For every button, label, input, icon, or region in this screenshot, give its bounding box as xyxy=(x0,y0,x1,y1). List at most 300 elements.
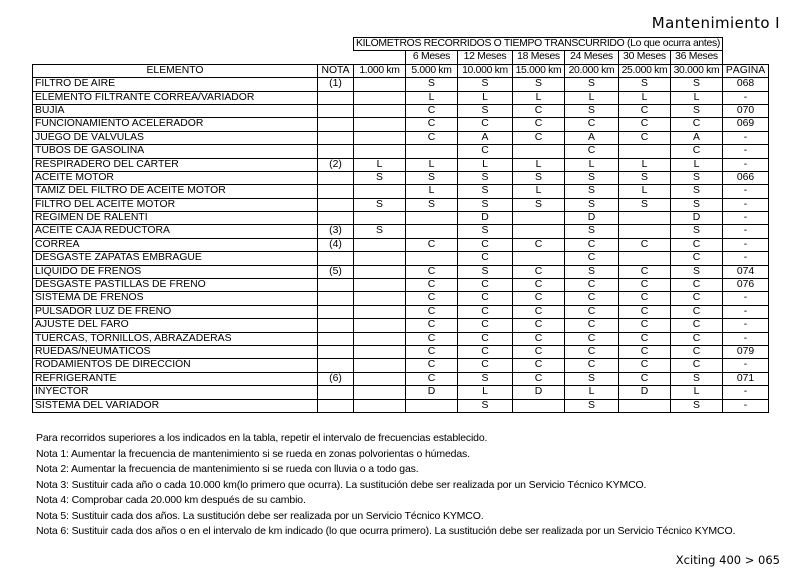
column-header-pagina: PÁGINA xyxy=(723,64,769,77)
km-header: 25.000 km xyxy=(619,64,671,77)
interval-cell: S xyxy=(458,265,513,278)
interval-cell: C xyxy=(565,252,619,265)
km-header: 10.000 km xyxy=(458,64,513,77)
note-cell xyxy=(318,292,354,305)
element-cell: TUBOS DE GASOLINA xyxy=(33,145,318,158)
interval-cell: S xyxy=(565,104,619,117)
interval-cell xyxy=(513,212,565,225)
month-header: 6 Meses xyxy=(406,51,458,64)
interval-cell xyxy=(354,78,406,91)
page-cell: - xyxy=(723,131,769,144)
interval-cell: C xyxy=(406,265,458,278)
interval-cell xyxy=(354,319,406,332)
interval-cell: L xyxy=(619,158,671,171)
element-cell: JUEGO DE VÁLVULAS xyxy=(33,131,318,144)
interval-cell: C xyxy=(406,319,458,332)
interval-cell: L xyxy=(458,158,513,171)
element-cell: DESGASTE ZAPATAS EMBRAGUE xyxy=(33,252,318,265)
interval-cell: C xyxy=(619,332,671,345)
interval-cell: C xyxy=(406,292,458,305)
interval-cell: C xyxy=(565,118,619,131)
table-row xyxy=(33,91,769,104)
element-cell: SISTEMA DEL VARIADOR xyxy=(33,399,318,412)
interval-cell: L xyxy=(513,158,565,171)
interval-cell: C xyxy=(406,238,458,251)
note-cell: (2) xyxy=(318,158,354,171)
interval-cell xyxy=(354,399,406,412)
interval-cell: C xyxy=(513,131,565,144)
interval-cell: L xyxy=(406,185,458,198)
interval-cell: S xyxy=(671,225,723,238)
interval-cell xyxy=(354,118,406,131)
note-cell xyxy=(318,145,354,158)
page-cell: - xyxy=(723,399,769,412)
interval-cell: S xyxy=(565,198,619,211)
page-cell: - xyxy=(723,198,769,211)
table-row xyxy=(33,104,769,117)
element-cell: RÉGIMEN DE RALENTÍ xyxy=(33,212,318,225)
table-row xyxy=(33,359,769,372)
interval-cell: L xyxy=(406,91,458,104)
interval-cell: C xyxy=(513,305,565,318)
note-cell xyxy=(318,171,354,184)
element-cell: FILTRO DE AIRE xyxy=(33,78,318,91)
table-row xyxy=(33,185,769,198)
month-header: 36 Meses xyxy=(671,51,723,64)
interval-cell: S xyxy=(354,198,406,211)
element-cell: LÍQUIDO DE FRENOS xyxy=(33,265,318,278)
note-line: Nota 1: Aumentar la frecuencia de mantenimiento si se rueda en zonas polvorientas o húmedas. xyxy=(36,447,470,460)
interval-cell: S xyxy=(671,104,723,117)
interval-cell: S xyxy=(619,171,671,184)
interval-cell: L xyxy=(671,158,723,171)
interval-cell: C xyxy=(458,359,513,372)
interval-cell: C xyxy=(513,372,565,385)
interval-cell xyxy=(354,386,406,399)
interval-cell: C xyxy=(458,279,513,292)
interval-cell: C xyxy=(458,238,513,251)
interval-cell: C xyxy=(619,118,671,131)
element-cell: DESGASTE PASTILLAS DE FRENO xyxy=(33,279,318,292)
table-row xyxy=(33,399,769,412)
interval-cell: S xyxy=(565,78,619,91)
interval-cell: D xyxy=(565,212,619,225)
interval-cell: L xyxy=(619,91,671,104)
interval-cell xyxy=(354,145,406,158)
interval-cell: C xyxy=(513,359,565,372)
interval-cell: C xyxy=(619,372,671,385)
note-cell xyxy=(318,359,354,372)
header-spacer xyxy=(723,51,769,64)
page-cell: 069 xyxy=(723,118,769,131)
page-cell: 070 xyxy=(723,104,769,117)
element-cell: FUNCIONAMIENTO ACELERADOR xyxy=(33,118,318,131)
interval-cell: C xyxy=(619,265,671,278)
table-row xyxy=(33,171,769,184)
table-row xyxy=(33,238,769,251)
km-header: 15.000 km xyxy=(513,64,565,77)
interval-cell: S xyxy=(565,171,619,184)
interval-cell xyxy=(354,104,406,117)
table-row xyxy=(33,332,769,345)
page-cell: - xyxy=(723,305,769,318)
note-cell xyxy=(318,319,354,332)
interval-cell: C xyxy=(671,279,723,292)
element-cell: RODAMIENTOS DE DIRECCIÓN xyxy=(33,359,318,372)
interval-cell: S xyxy=(671,185,723,198)
header-spacer xyxy=(33,38,354,51)
element-cell: SISTEMA DE FRENOS xyxy=(33,292,318,305)
interval-cell: C xyxy=(565,292,619,305)
month-header: 12 Meses xyxy=(458,51,513,64)
interval-cell: C xyxy=(513,292,565,305)
column-header-nota: NOTA xyxy=(318,64,354,77)
interval-cell: C xyxy=(458,145,513,158)
note-cell xyxy=(318,279,354,292)
interval-cell: A xyxy=(565,131,619,144)
interval-cell: L xyxy=(513,91,565,104)
table-row xyxy=(33,386,769,399)
interval-cell: C xyxy=(671,252,723,265)
interval-cell xyxy=(354,359,406,372)
interval-cell: S xyxy=(513,198,565,211)
table-row xyxy=(33,252,769,265)
interval-cell: L xyxy=(671,386,723,399)
note-cell xyxy=(318,118,354,131)
interval-cell xyxy=(354,345,406,358)
interval-cell xyxy=(354,265,406,278)
page-cell: - xyxy=(723,185,769,198)
interval-cell: S xyxy=(458,185,513,198)
element-cell: TUERCAS, TORNILLOS, ABRAZADERAS xyxy=(33,332,318,345)
note-cell: (6) xyxy=(318,372,354,385)
interval-cell: S xyxy=(565,399,619,412)
element-cell: PULSADOR LUZ DE FRENO xyxy=(33,305,318,318)
note-cell xyxy=(318,198,354,211)
interval-cell: S xyxy=(513,78,565,91)
interval-cell xyxy=(406,212,458,225)
interval-cell: C xyxy=(513,319,565,332)
interval-cell: S xyxy=(458,399,513,412)
interval-cell: S xyxy=(565,185,619,198)
interval-cell: C xyxy=(406,104,458,117)
interval-cell: S xyxy=(671,198,723,211)
page-cell: - xyxy=(723,212,769,225)
element-cell: FILTRO DEL ACEITE MOTOR xyxy=(33,198,318,211)
page-cell: 071 xyxy=(723,372,769,385)
km-header: 5.000 km xyxy=(406,64,458,77)
interval-cell: C xyxy=(513,345,565,358)
interval-cell: S xyxy=(458,198,513,211)
interval-cell: C xyxy=(458,332,513,345)
interval-cell: C xyxy=(565,345,619,358)
page-cell: - xyxy=(723,91,769,104)
interval-cell xyxy=(354,305,406,318)
element-cell: ACEITE MOTOR xyxy=(33,171,318,184)
interval-cell: S xyxy=(406,198,458,211)
table-row xyxy=(33,319,769,332)
interval-cell xyxy=(513,145,565,158)
page-cell: - xyxy=(723,292,769,305)
note-cell xyxy=(318,212,354,225)
table-row xyxy=(33,131,769,144)
interval-cell xyxy=(354,292,406,305)
interval-cell: C xyxy=(619,305,671,318)
note-cell: (1) xyxy=(318,78,354,91)
interval-cell xyxy=(619,252,671,265)
interval-cell: L xyxy=(406,158,458,171)
maintenance-table xyxy=(32,37,769,413)
interval-cell: C xyxy=(565,238,619,251)
interval-cell xyxy=(354,252,406,265)
interval-cell: A xyxy=(671,131,723,144)
page-cell: 066 xyxy=(723,171,769,184)
interval-cell: S xyxy=(458,104,513,117)
page-cell: - xyxy=(723,158,769,171)
km-header: 1.000 km xyxy=(354,64,406,77)
interval-cell: S xyxy=(354,171,406,184)
table-row xyxy=(33,78,769,91)
interval-cell xyxy=(354,332,406,345)
note-line: Para recorridos superiores a los indicados en la tabla, repetir el intervalo de frecuencias establecido. xyxy=(36,432,488,444)
interval-cell: S xyxy=(406,78,458,91)
interval-cell xyxy=(513,252,565,265)
note-cell xyxy=(318,332,354,345)
header-row-months xyxy=(33,51,769,64)
interval-cell xyxy=(619,399,671,412)
interval-cell: C xyxy=(406,279,458,292)
note-line: Nota 2: Aumentar la frecuencia de mantenimiento si se rueda con lluvia o a todo gas. xyxy=(36,463,419,475)
table-body xyxy=(33,78,769,413)
interval-cell: C xyxy=(619,238,671,251)
note-line: Nota 5: Sustituir cada dos años. La sustitución debe ser realizada por un Servicio Técnico KYMCO. xyxy=(36,509,484,522)
interval-cell: C xyxy=(458,305,513,318)
km-header: 30.000 km xyxy=(671,64,723,77)
interval-cell: S xyxy=(565,225,619,238)
interval-cell: C xyxy=(619,359,671,372)
note-line: Nota 6: Sustituir cada dos años o en el intervalo de km indicado (lo que ocurra primero). La sustitución debe ser realizada por un Servicio Técnico KYMCO. xyxy=(36,525,736,537)
interval-cell: C xyxy=(619,279,671,292)
interval-cell: C xyxy=(513,279,565,292)
interval-cell xyxy=(354,91,406,104)
note-cell xyxy=(318,399,354,412)
interval-cell: L xyxy=(458,91,513,104)
interval-cell xyxy=(513,225,565,238)
element-cell: ELEMENTO FILTRANTE CORREA/VARIADOR xyxy=(33,91,318,104)
interval-cell: C xyxy=(513,238,565,251)
interval-cell: S xyxy=(458,372,513,385)
interval-group-header: KILÓMETROS RECORRIDOS O TIEMPO TRANSCURRIDO (Lo que ocurra antes) xyxy=(354,38,723,51)
interval-cell xyxy=(619,225,671,238)
interval-cell: S xyxy=(513,171,565,184)
interval-cell xyxy=(354,279,406,292)
table-row xyxy=(33,198,769,211)
month-header: 24 Meses xyxy=(565,51,619,64)
header-row-columns xyxy=(33,64,769,77)
interval-cell: C xyxy=(406,118,458,131)
month-header: 18 Meses xyxy=(513,51,565,64)
interval-cell: C xyxy=(458,319,513,332)
interval-cell: C xyxy=(565,332,619,345)
interval-cell: C xyxy=(671,359,723,372)
interval-cell: C xyxy=(565,319,619,332)
interval-cell: S xyxy=(671,265,723,278)
interval-cell: C xyxy=(513,265,565,278)
header-row-group xyxy=(33,38,769,51)
interval-cell: C xyxy=(671,305,723,318)
interval-cell xyxy=(406,252,458,265)
table-row xyxy=(33,292,769,305)
note-cell: (5) xyxy=(318,265,354,278)
interval-cell xyxy=(354,212,406,225)
interval-cell xyxy=(619,212,671,225)
interval-cell: C xyxy=(458,252,513,265)
interval-cell xyxy=(354,238,406,251)
interval-cell: D xyxy=(406,386,458,399)
page-cell: - xyxy=(723,252,769,265)
page-cell: - xyxy=(723,319,769,332)
note-cell: (4) xyxy=(318,238,354,251)
page-title: Mantenimiento I xyxy=(651,14,780,32)
interval-cell: C xyxy=(406,359,458,372)
table-row xyxy=(33,145,769,158)
interval-cell: C xyxy=(406,372,458,385)
interval-cell: C xyxy=(619,319,671,332)
note-cell xyxy=(318,104,354,117)
note-line: Nota 3: Sustituir cada año o cada 10.000 km(lo primero que ocurra). La sustitución debe ser realizada por un Servicio Técnico KYMCO. xyxy=(36,478,647,491)
month-header: 30 Meses xyxy=(619,51,671,64)
table-row xyxy=(33,212,769,225)
element-cell: INYECTOR xyxy=(33,386,318,399)
note-line: Nota 4: Comprobar cada 20.000 km después de su cambio. xyxy=(36,494,306,506)
interval-cell: L xyxy=(565,158,619,171)
interval-cell xyxy=(354,372,406,385)
interval-cell: C xyxy=(619,292,671,305)
note-cell xyxy=(318,91,354,104)
element-cell: TAMIZ DEL FILTRO DE ACEITE MOTOR xyxy=(33,185,318,198)
page-cell: 076 xyxy=(723,279,769,292)
interval-cell: C xyxy=(406,332,458,345)
interval-cell: D xyxy=(619,386,671,399)
interval-cell: S xyxy=(619,198,671,211)
interval-cell: L xyxy=(671,91,723,104)
page-cell: 079 xyxy=(723,345,769,358)
interval-cell: S xyxy=(458,171,513,184)
interval-cell: S xyxy=(671,78,723,91)
table-row xyxy=(33,118,769,131)
interval-cell: S xyxy=(406,171,458,184)
interval-cell: L xyxy=(513,185,565,198)
interval-cell: S xyxy=(671,372,723,385)
interval-cell: C xyxy=(671,238,723,251)
interval-cell: C xyxy=(671,345,723,358)
interval-cell: C xyxy=(406,305,458,318)
interval-cell xyxy=(406,145,458,158)
interval-cell: L xyxy=(565,386,619,399)
notes-section xyxy=(36,431,735,540)
interval-cell: C xyxy=(406,345,458,358)
header-spacer xyxy=(33,51,406,64)
interval-cell: D xyxy=(458,212,513,225)
interval-cell: C xyxy=(406,131,458,144)
interval-cell: C xyxy=(458,118,513,131)
interval-cell: C xyxy=(565,359,619,372)
interval-cell: C xyxy=(671,332,723,345)
interval-cell: S xyxy=(619,78,671,91)
note-cell xyxy=(318,185,354,198)
interval-cell: C xyxy=(671,118,723,131)
column-header-elemento: ELEMENTO xyxy=(33,64,318,77)
note-cell: (3) xyxy=(318,225,354,238)
interval-cell: D xyxy=(513,386,565,399)
interval-cell: C xyxy=(671,145,723,158)
interval-cell: A xyxy=(458,131,513,144)
interval-cell: C xyxy=(565,145,619,158)
interval-cell: S xyxy=(671,171,723,184)
interval-cell: S xyxy=(458,78,513,91)
interval-cell xyxy=(619,145,671,158)
interval-cell: C xyxy=(619,104,671,117)
page-cell: 068 xyxy=(723,78,769,91)
note-cell xyxy=(318,131,354,144)
table-row xyxy=(33,279,769,292)
interval-cell: L xyxy=(458,386,513,399)
km-header: 20.000 km xyxy=(565,64,619,77)
page-cell: - xyxy=(723,225,769,238)
page-cell: - xyxy=(723,332,769,345)
element-cell: BUJÍA xyxy=(33,104,318,117)
page-cell: 074 xyxy=(723,265,769,278)
element-cell: ACEITE CAJA REDUCTORA xyxy=(33,225,318,238)
interval-cell: C xyxy=(458,292,513,305)
element-cell: REFRIGERANTE xyxy=(33,372,318,385)
interval-cell xyxy=(406,225,458,238)
header-spacer xyxy=(723,38,769,51)
element-cell: RUEDAS/NEUMÁTICOS xyxy=(33,345,318,358)
interval-cell xyxy=(354,185,406,198)
interval-cell: C xyxy=(565,279,619,292)
interval-cell: S xyxy=(671,399,723,412)
interval-cell: D xyxy=(671,212,723,225)
interval-cell: C xyxy=(565,305,619,318)
interval-cell: S xyxy=(458,225,513,238)
interval-cell: S xyxy=(354,225,406,238)
table-row xyxy=(33,305,769,318)
page-cell: - xyxy=(723,359,769,372)
interval-cell: C xyxy=(513,104,565,117)
interval-cell: C xyxy=(671,319,723,332)
table-row xyxy=(33,345,769,358)
note-cell xyxy=(318,345,354,358)
interval-cell: C xyxy=(619,345,671,358)
table-row xyxy=(33,265,769,278)
page-cell: - xyxy=(723,386,769,399)
interval-cell: C xyxy=(513,118,565,131)
note-cell xyxy=(318,386,354,399)
interval-cell: S xyxy=(565,265,619,278)
table-row xyxy=(33,158,769,171)
interval-cell: S xyxy=(565,372,619,385)
interval-cell: C xyxy=(458,345,513,358)
element-cell: AJUSTE DEL FARO xyxy=(33,319,318,332)
note-cell xyxy=(318,305,354,318)
interval-cell: L xyxy=(565,91,619,104)
note-cell xyxy=(318,252,354,265)
page-footer: Xciting 400 > 065 xyxy=(675,553,780,567)
interval-cell xyxy=(513,399,565,412)
interval-cell: C xyxy=(513,332,565,345)
table-row xyxy=(33,225,769,238)
